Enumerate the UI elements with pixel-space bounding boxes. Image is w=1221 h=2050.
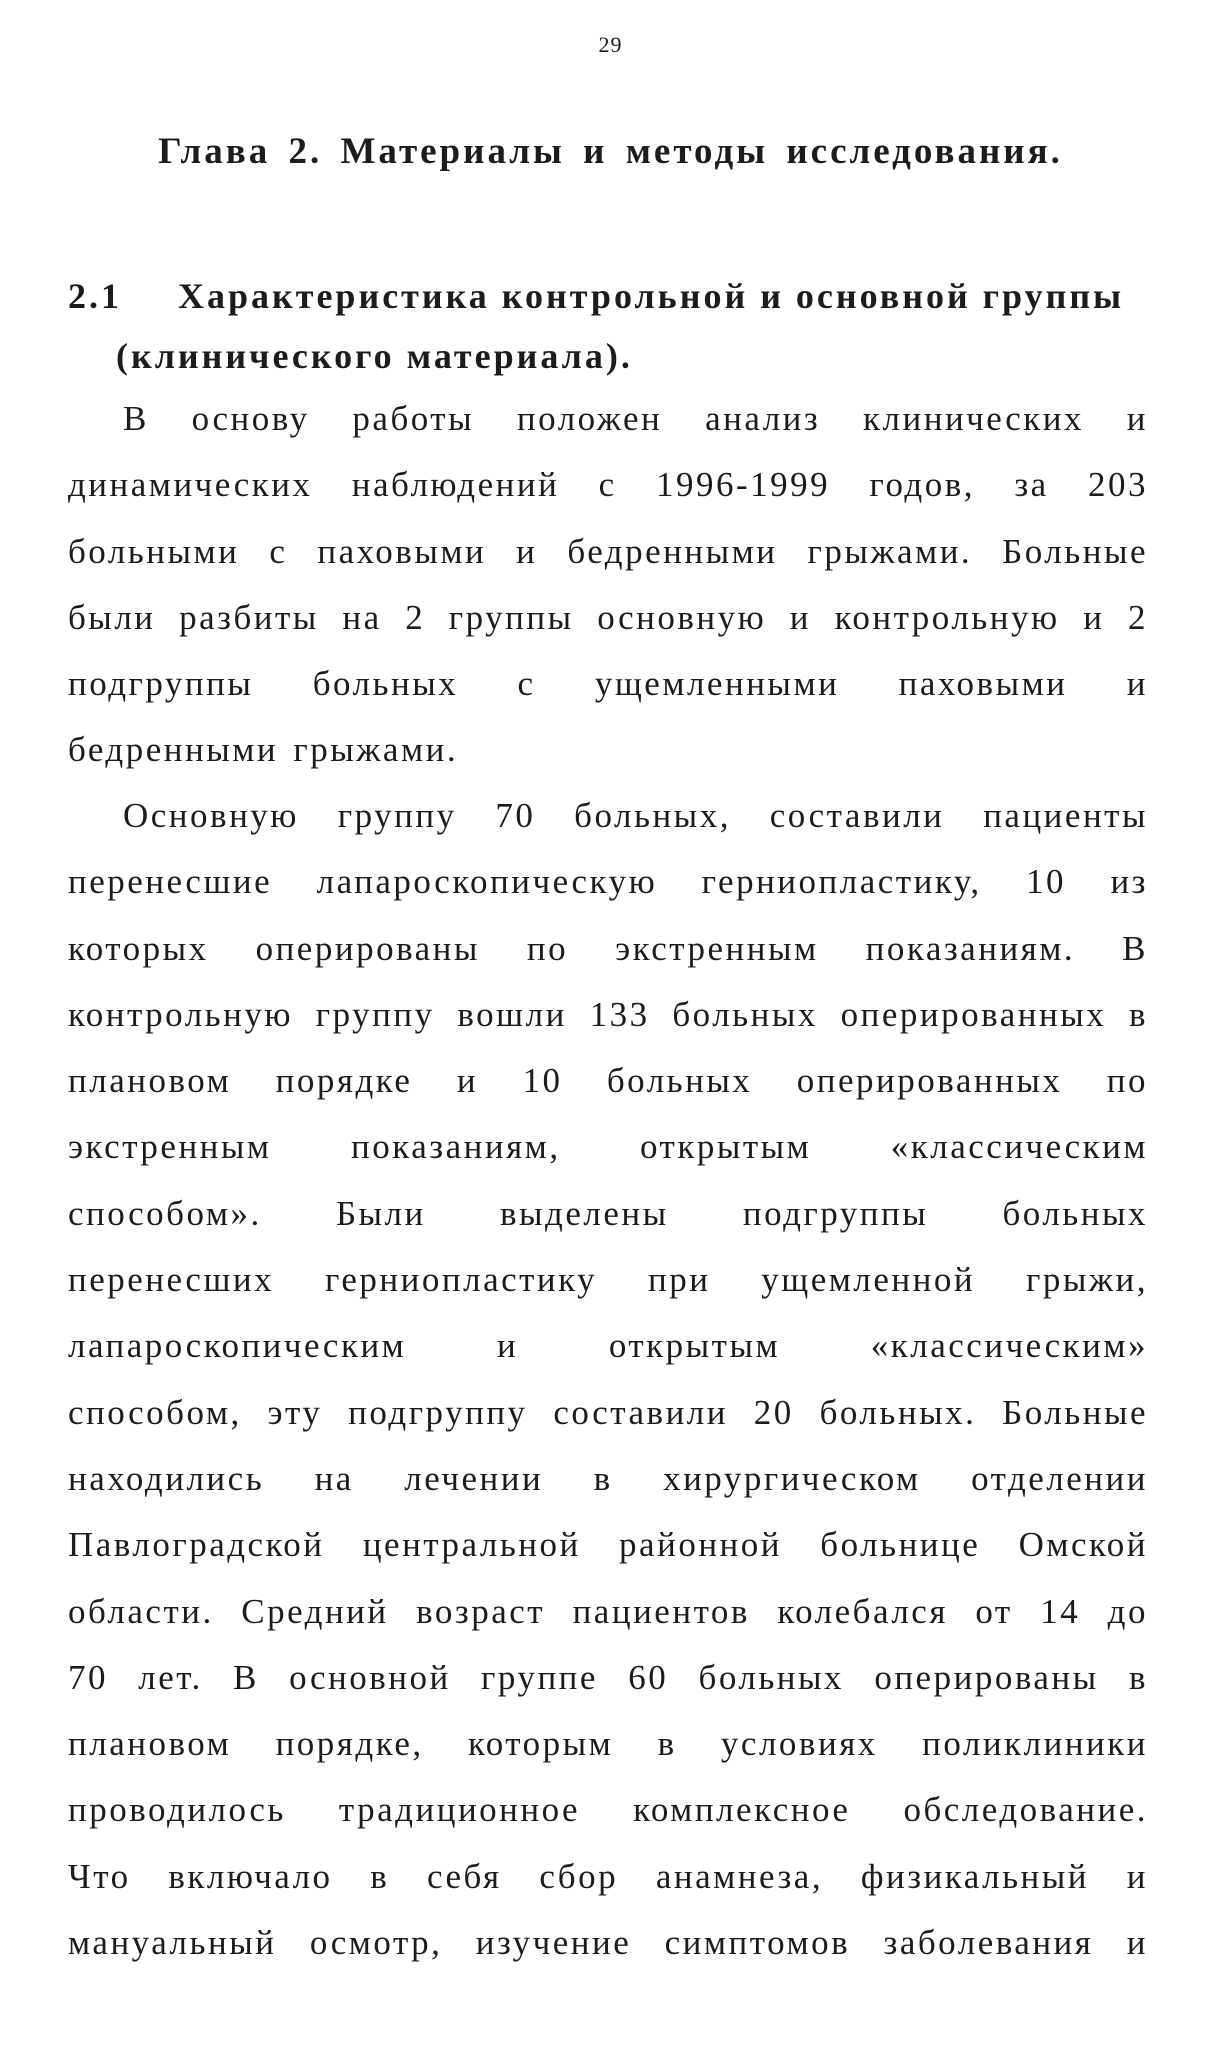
- text-line: которых оперированы по экстренным показаниям. В: [68, 928, 1148, 968]
- text-line: 70 лет. В основной группе 60 больных оперированы в: [68, 1657, 1148, 1697]
- text-line: В основу работы положен анализ клинических и: [123, 399, 1148, 438]
- chapter-title: Глава 2. Материалы и методы исследования.: [158, 131, 1063, 172]
- section-number: 2.1: [68, 276, 122, 316]
- text-line: Основную группу 70 больных, составили пациенты: [123, 796, 1148, 835]
- text-line: способом». Были выделены подгруппы больных: [68, 1193, 1148, 1233]
- text-line: бедренными грыжами.: [68, 730, 459, 770]
- paragraph-1: [68, 386, 1148, 784]
- text-line: подгруппы больных с ущемленными паховыми и: [68, 664, 1148, 704]
- section-title-line2: (клинического материала).: [116, 336, 633, 376]
- text-line: перенесших герниопластику при ущемленной грыжи,: [68, 1260, 1148, 1300]
- text-line: Что включало в себя сбор анамнеза, физикальный и: [68, 1856, 1148, 1896]
- text-line: находились на лечении в хирургическом отделении: [68, 1458, 1148, 1498]
- text-line: динамических наблюдений с 1996-1999 годов, за 203: [68, 465, 1148, 505]
- text-line: проводилось традиционное комплексное обследование.: [68, 1790, 1148, 1830]
- text-line: экстренным показаниям, открытым «классическим: [68, 1127, 1148, 1167]
- text-line: больными с паховыми и бедренными грыжами. Больные: [68, 531, 1148, 571]
- text-line: были разбиты на 2 группы основную и контрольную и 2: [68, 597, 1148, 637]
- text-line: плановом порядке и 10 больных оперированных по: [68, 1061, 1148, 1101]
- section-heading: [68, 266, 1148, 386]
- text-line: Павлоградской центральной районной больнице Омской: [68, 1525, 1148, 1565]
- text-line: контрольную группу вошли 133 больных оперированных в: [68, 994, 1148, 1034]
- text-line: мануальный осмотр, изучение симптомов заболевания и: [68, 1923, 1148, 1963]
- paragraph-2: [68, 783, 1148, 1976]
- section-title-line1: Характеристика контрольной и основной группы: [178, 276, 1125, 316]
- text-line: перенесшие лапароскопическую герниопластику, 10 из: [68, 862, 1148, 902]
- text-line: лапароскопическим и открытым «классическим»: [68, 1326, 1148, 1366]
- text-line: способом, эту подгруппу составили 20 больных. Больные: [68, 1392, 1148, 1432]
- text-line: плановом порядке, которым в условиях поликлиники: [68, 1724, 1148, 1764]
- page-number: 29: [598, 32, 623, 57]
- text-line: области. Средний возраст пациентов колебался от 14 до: [68, 1591, 1148, 1631]
